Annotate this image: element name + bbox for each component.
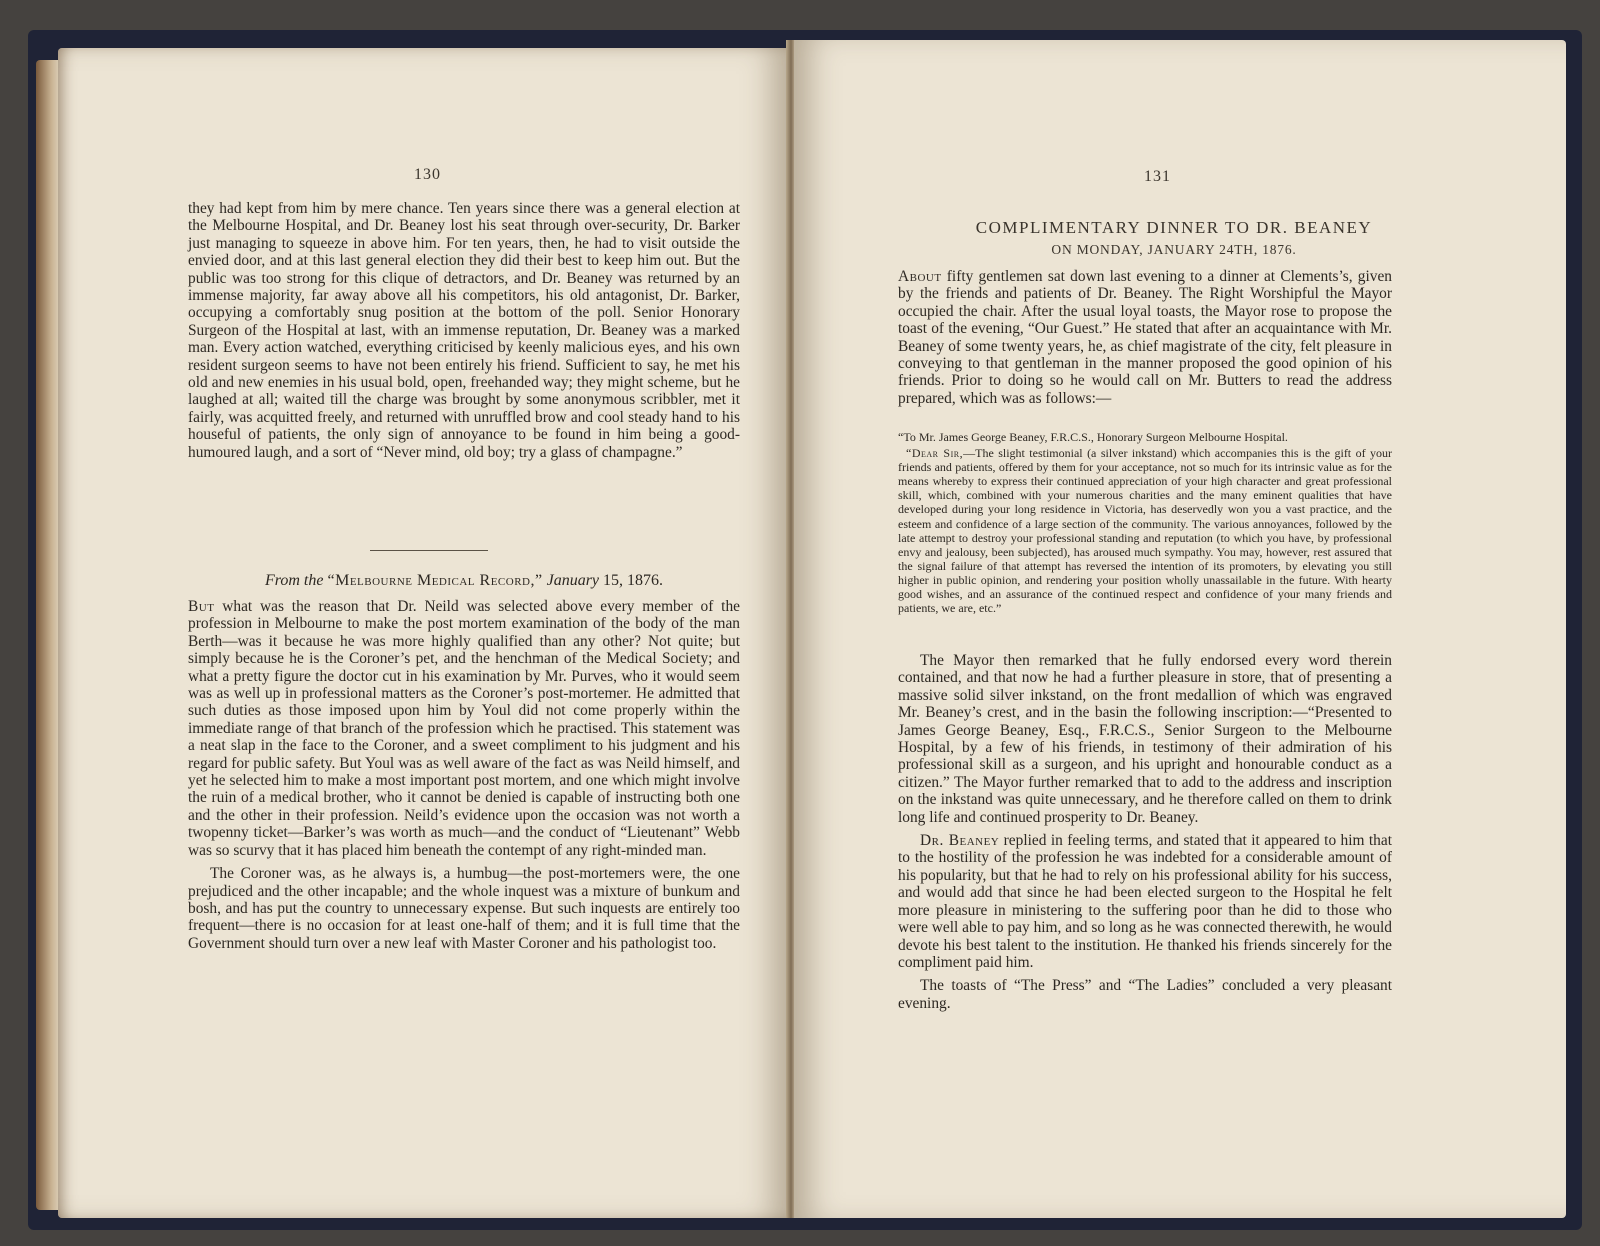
left-paragraph-2: [188, 598, 740, 958]
right-paragraph-3-lead: Dr. Beaney: [920, 832, 1000, 850]
article-title: COMPLIMENTARY DINNER TO DR. BEANEY: [975, 218, 1373, 237]
page-number-left: 130: [414, 166, 441, 183]
right-paragraph-1-text: fifty gentlemen sat down last evening to a dinner at Clements’s, given by the friends and patients of Dr. Beaney. The Right Worshipful the Mayor occupied the chair. After the usual loyal toasts, the Mayor rose to propose the toast of the evening, “Our Guest.” He stated that after an acquaintance with Mr. Beaney of some twenty years, he, as chief magistrate of the city, felt pleasure in conveying to that gentleman in the manner proposed the good opinion of his friends. Prior to doing so he would call on Mr. Butters to read the address prepared, which was as follows:—: [898, 268, 1392, 407]
right-paragraphs: [898, 652, 1392, 1018]
left-paragraph-1-text: they had kept from him by mere chance. Ten years since there was a general election at the Melbourne Hospital, and Dr. Beaney lost his seat through over-security, Dr. Barker just managing to squeeze in above him. For ten years, then, he had to visit outside the envied door, and at this last general election they did their best to keep him out. But the public was too strong for this clique of detractors, and Dr. Beaney was returned by an immense majority, far away above all his competitors, his old antagonist, Dr. Barker, occupying a comfortably snug position at the bottom of the poll. Senior Honorary Surgeon of the Hospital at last, with an immense reputation, Dr. Beaney was a marked man. Every action watched, everything criticised by keenly malicious eyes, and his own resident surgeon seems to have not been entirely his friend. Sufficient to say, he met his old and new enemies in his usual bold, open, freehanded way; they might scheme, but he laughed at all; waited till the charge was brought by some anonymous scribbler, met it fairly, was acquitted freely, and returned with unruffled brow and cool steady hand to his houseful of patients, the only sign of annoyance to be found in him being a good-humoured laugh, and a sort of “Never mind, old boy; try a glass of champagne.”: [188, 200, 740, 461]
address-lead: “Dear Sir,: [906, 446, 964, 461]
right-page: [794, 40, 1566, 1218]
right-paragraph-2-text: The Mayor then remarked that he fully endorsed every word therein contained, and that now he had a further pleasure in store, that of presenting a massive solid silver inkstand, on the front medallion of which was engraved Mr. Beaney’s crest, and in the basin the following inscription:—“Presented to James George Beaney, Esq., F.R.C.S., Senior Surgeon to the Melbourne Hospital, by a few of his friends, in testimony of their admiration of his professional skill as a surgeon, and his upright and honourable conduct as a citizen.” The Mayor further remarked that to add to the address and inscription on the inkstand was quite unnecessary, and he therefore called on them to drink long life and continued prosperity to Dr. Beaney.: [898, 652, 1392, 826]
address-block: [898, 430, 1392, 617]
left-paragraph-2-text: what was the reason that Dr. Neild was selected above every member of the profession in Melbourne to make the post mortem examination of the body of the man Berth—was it because he was more highly qualified than any other? Not quite; but simply because he is the Coroner’s pet, and the henchman of the Medical Society; and what a pretty figure the doctor cut in his examination by Mr. Purves, who it would seem was as well up in professional matters as the Coroner’s post-mortemer. He admitted that such duties as those imposed upon him by Youl did not come properly within the immediate range of that branch of the profession which he practised. This statement was a neat slap in the face to the Coroner, and a sweet compliment to his judgment and his regard for public safety. But Youl was as well aware of the fact as was Neild himself, and yet he selected him to make a most important post mortem, and one which might involve the ruin of a medical brother, who it cannot be denied is capable of instructing both one and the other in their profession. Neild’s evidence upon the occasion was not worth a twopenny ticket—Barker’s was worth as much—and the conduct of “Lieutenant” Webb was so scurvy that it has placed him beneath the contempt of any right-minded man.: [188, 598, 740, 859]
article-subtitle: ON MONDAY, JANUARY 24TH, 1876.: [1051, 242, 1297, 257]
left-page: [58, 48, 786, 1218]
source-line: [188, 572, 740, 590]
left-paragraph-2-lead: But: [188, 598, 215, 615]
source-day-year: 15, 1876.: [603, 572, 664, 589]
source-prefix: From the: [264, 572, 324, 589]
source-title: “Melbourne Medical Record,”: [327, 572, 543, 589]
address-to: “To Mr. James George Beaney, F.R.C.S., Honorary Surgeon Melbourne Hospital.: [898, 430, 1288, 444]
section-divider: [370, 550, 488, 551]
left-paragraph-1: [188, 200, 740, 467]
right-paragraph-1: [898, 268, 1392, 413]
article-heading: [894, 218, 1454, 258]
right-paragraph-1-lead: About: [898, 268, 942, 285]
right-paragraph-3-text: replied in feeling terms, and stated that it appeared to him that to the hostility of the profession he was indebted for a considerable amount of his popularity, but that he had to rely on his professional ability for his success, and would add that since he had been elected surgeon to the Hospital he felt more pleasure in ministering to the suffering poor than he did to those who were well able to pay him, and so long as he was connected therewith, he would devote his best talent to the institution. He thanked his friends sincerely for the compliment paid him.: [898, 832, 1392, 971]
page-number-right: 131: [1144, 168, 1171, 185]
right-paragraph-4-text: The toasts of “The Press” and “The Ladies” concluded a very pleasant evening.: [898, 977, 1392, 1012]
source-date: January: [546, 572, 600, 589]
address-body: —The slight testimonial (a silver inkstand) which accompanies this is the gift of your friends and patients, offered by them for your acceptance, not so much for its intrinsic value as for the means whereby to express their continued appreciation of your high character and great professional skill, which, combined with your numerous charities and the many eminent qualities that have developed during your long residence in Victoria, has deservedly won you a vast practice, and the esteem and confidence of a large section of the community. The various annoyances, followed by the late attempt to destroy your professional standing and reputation (to which you have, by professional envy and jealousy, been subjected), has aroused much sympathy. You may, however, rest assured that the signal failure of that attempt has reversed the intention of its promoters, by elevating you still higher in public opinion, and rendering your position wholly unassailable in the future. With hearty good wishes, and an assurance of the continued respect and confidence of your many friends and patients, we are, etc.”: [898, 446, 1393, 616]
left-paragraph-3-text: The Coroner was, as he always is, a humbug—the post-mortemers were, the one prejudiced and the other incapable; and the whole inquest was a mixture of bunkum and bosh, and has put the country to unnecessary expense. But such inquests are entirely too frequent—there is no occasion for at least one-half of them; and it is full time that the Government should turn over a new leaf with Master Coroner and his pathologist too.: [188, 865, 740, 952]
